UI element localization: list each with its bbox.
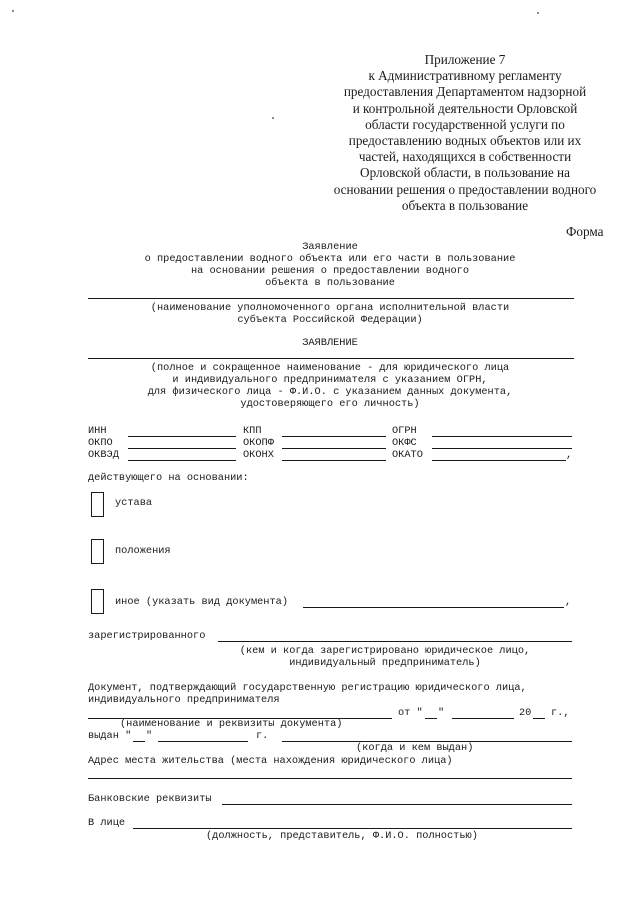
inn-field[interactable] [128, 436, 236, 437]
okved-label: ОКВЭД [88, 449, 119, 461]
appendix-block [300, 52, 630, 214]
statement-title [110, 241, 550, 289]
kpp-label: КПП [243, 425, 262, 437]
form-label: Форма [566, 224, 604, 239]
doc-line-2: индивидуального предпринимателя [88, 694, 280, 706]
okopf-field[interactable] [282, 448, 386, 449]
appendix-line: Орловской области, в пользование на [360, 165, 570, 181]
hint-line: (кем и когда зарегистрировано юридическое лицо, [239, 645, 531, 657]
doc-from-label: от " [398, 707, 423, 719]
statement-heading: ЗАЯВЛЕНИЕ [302, 337, 358, 349]
basis-label: действующего на основании: [88, 472, 249, 484]
doc-year-suffix: г., [551, 707, 570, 719]
title-line: Заявление [302, 241, 358, 253]
appendix-line: предоставлению водных объектов или их [348, 133, 582, 149]
kpp-field[interactable] [282, 436, 386, 437]
person-hint: (должность, представитель, Ф.И.О. полностью) [206, 830, 478, 842]
hint-line: (полное и сокращенное наименование - для юридического лица [150, 362, 510, 374]
appendix-line: частей, находящихся в собственности [358, 149, 572, 165]
okpo-label: ОКПО [88, 437, 113, 449]
hint-line: для физического лица - Ф.И.О. с указанием данных документа, [147, 386, 513, 398]
bank-label: Банковские реквизиты [88, 793, 212, 805]
bank-field[interactable] [222, 804, 572, 805]
appendix-line: Приложение 7 [424, 52, 506, 67]
authority-field[interactable] [88, 298, 574, 299]
hint-line: удостоверяющего его личность) [240, 398, 420, 410]
address-label: Адрес места жительства (места нахождения юридического лица) [88, 755, 453, 767]
doc-year-field[interactable] [533, 718, 545, 719]
inn-label: ИНН [88, 425, 107, 437]
okato-label: ОКАТО [392, 449, 423, 461]
other-doc-option-label: иное (указать вид документа) [115, 596, 289, 608]
title-line: объекта в пользование [265, 277, 395, 289]
okpo-field[interactable] [128, 448, 236, 449]
other-doc-comma: , [565, 596, 572, 608]
regulation-checkbox[interactable] [91, 539, 104, 564]
appendix-line: и контрольной деятельности Орловской [352, 100, 578, 116]
person-label: В лице [88, 817, 126, 829]
okopf-label: ОКОПФ [243, 437, 274, 449]
hint-line: и индивидуального предпринимателя с указанием ОГРН, [172, 374, 488, 386]
appendix-line: объекта в пользование [401, 197, 529, 213]
scan-speck [272, 117, 274, 119]
issued-quote: " [146, 730, 153, 742]
registered-label: зарегистрированного [88, 630, 206, 642]
applicant-hint [110, 362, 550, 410]
charter-option-label: устава [115, 497, 153, 509]
registered-hint [200, 645, 570, 669]
person-field[interactable] [133, 828, 572, 829]
issued-label: выдан " [88, 730, 132, 742]
scan-speck [12, 10, 14, 12]
ogrn-label: ОГРН [392, 425, 417, 437]
other-doc-checkbox[interactable] [91, 589, 104, 614]
authority-hint [110, 302, 550, 326]
okved-field[interactable] [128, 460, 236, 461]
registered-field[interactable] [218, 641, 572, 642]
doc-line-1: Документ, подтверждающий государственную регистрацию юридического лица, [88, 682, 527, 694]
regulation-option-label: положения [115, 545, 171, 557]
okfs-field[interactable] [432, 448, 572, 449]
applicant-field[interactable] [88, 358, 574, 359]
issued-day-field[interactable] [133, 741, 145, 742]
appendix-line: области государственной услуги по [365, 116, 565, 132]
okfs-label: ОКФС [392, 437, 417, 449]
doc-year-prefix: 20 [519, 707, 532, 719]
doc-quote-close: " [438, 707, 445, 719]
title-line: о предоставлении водного объекта или его части в пользование [144, 253, 516, 265]
okonh-label: ОКОНХ [243, 449, 274, 461]
issued-month-field[interactable] [158, 741, 248, 742]
appendix-line: предоставления Департаментом надзорной [343, 84, 587, 100]
address-field[interactable] [88, 778, 572, 779]
charter-checkbox[interactable] [91, 492, 104, 517]
doc-day-field[interactable] [425, 718, 437, 719]
ogrn-field[interactable] [432, 436, 572, 437]
appendix-line: к Административному регламенту [368, 68, 562, 84]
okonh-field[interactable] [282, 460, 386, 461]
other-doc-field[interactable] [303, 607, 564, 608]
issued-year-suffix: г. [256, 730, 269, 742]
issuer-hint: (когда и кем выдан) [356, 742, 474, 754]
appendix-line: основании решения о предоставлении водного [333, 181, 597, 197]
okato-comma: , [566, 449, 573, 461]
doc-name-hint: (наименование и реквизиты документа) [120, 718, 343, 730]
hint-line: индивидуальный предприниматель) [289, 657, 481, 669]
title-line: на основании решения о предоставлении водного [190, 265, 470, 277]
hint-line: субъекта Российской Федерации) [237, 314, 423, 326]
okato-field[interactable] [432, 460, 566, 461]
scan-speck [537, 12, 539, 14]
hint-line: (наименование уполномоченного органа исполнительной власти [150, 302, 510, 314]
doc-month-field[interactable] [452, 718, 514, 719]
